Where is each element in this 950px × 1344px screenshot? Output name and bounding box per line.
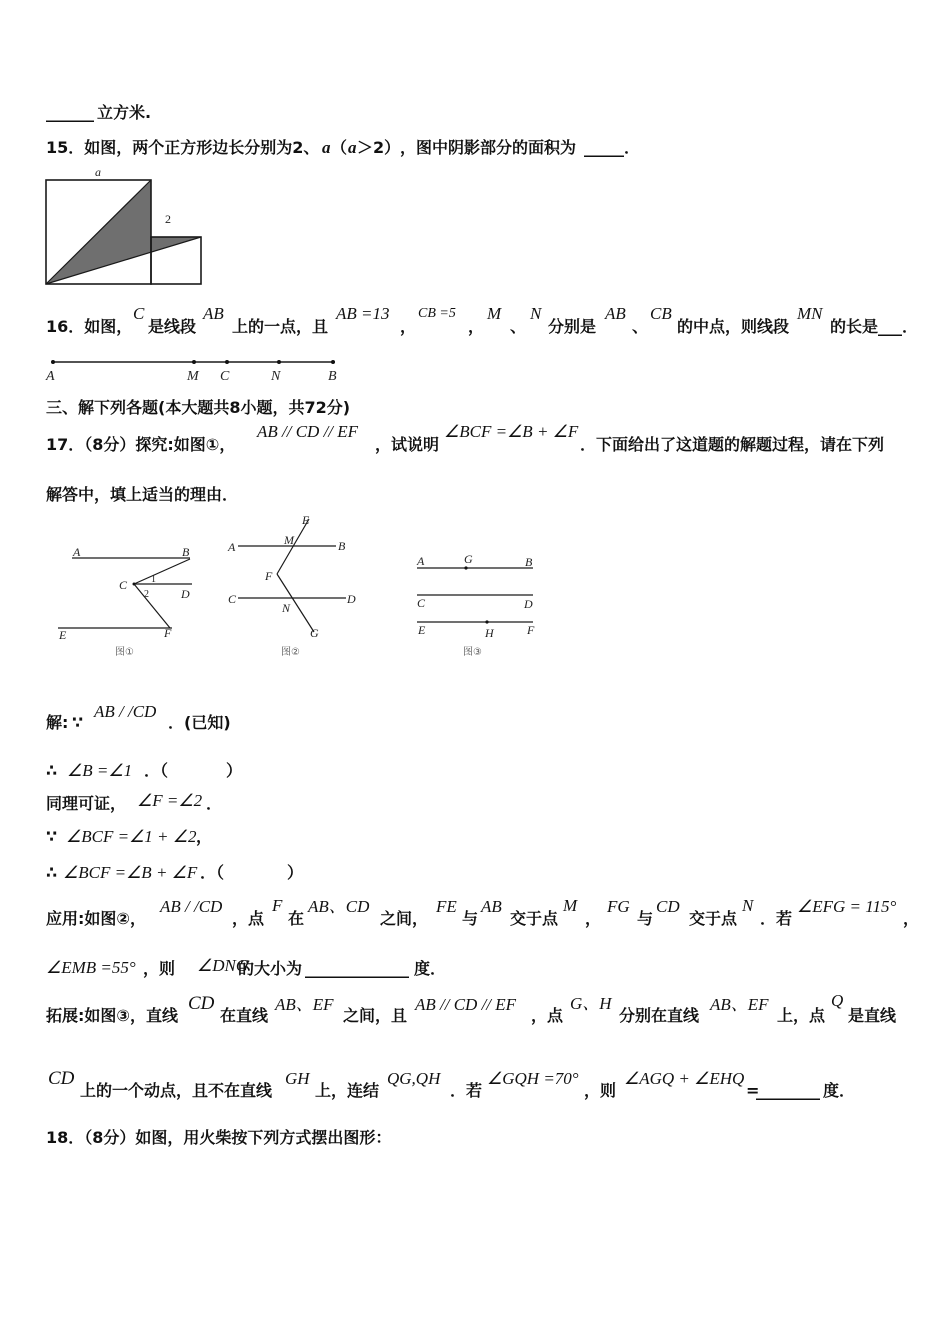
- application-math: AB、CD: [308, 897, 370, 916]
- label-e: E: [59, 628, 67, 642]
- q16-text: ，: [400, 317, 417, 336]
- solution-math: ∠F =∠2: [137, 791, 203, 810]
- label-c: C: [119, 578, 128, 592]
- q15-text: （: [331, 138, 348, 157]
- extension-math: GH: [285, 1069, 310, 1088]
- point-c-dot: [133, 583, 136, 586]
- extension-math: ∠AGQ + ∠EHQ: [624, 1069, 745, 1088]
- extension-text: 上，连结: [315, 1081, 380, 1100]
- label-b: B: [338, 539, 346, 553]
- extension-text: ．若: [450, 1081, 483, 1100]
- extension-text: 拓展:如图③，直线: [46, 1006, 178, 1025]
- q15-question-line: [0, 138, 950, 158]
- q16-math-cb: CB: [650, 304, 672, 323]
- q16-text: 分别是: [548, 317, 597, 336]
- reason-blank-open: ．（: [144, 761, 169, 780]
- q16-math-c: C: [133, 304, 145, 323]
- reason-blank-close: ）: [287, 863, 304, 882]
- point-m-dot: [192, 360, 196, 364]
- answer-blank: ________: [756, 1081, 820, 1100]
- application-math: ∠EFG = 115°: [797, 897, 897, 916]
- label-n: N: [282, 601, 291, 615]
- point-label-a: A: [46, 369, 55, 384]
- extension-math: CD: [48, 1068, 75, 1089]
- therefore-symbol: ∴: [46, 761, 58, 780]
- q15-text: 15．如图，两个正方形边长分别为2、: [46, 138, 320, 157]
- point-b-dot: [331, 360, 335, 364]
- line-bc: [134, 559, 190, 584]
- solution-text: 解:: [46, 713, 69, 732]
- side-label-2: 2: [165, 212, 171, 226]
- application-math: N: [742, 896, 754, 915]
- q17-text: 17．（8分）探究:如图①，: [46, 435, 236, 454]
- figure-1-caption: 图①: [115, 647, 134, 658]
- extension-math: Q: [831, 991, 844, 1010]
- answer-blank: ______: [46, 103, 94, 122]
- extension-text: ，点: [531, 1006, 564, 1025]
- extension-text: 上，点: [777, 1006, 826, 1025]
- q17-text: ，试说明: [375, 435, 440, 454]
- extension-math: CD: [188, 993, 215, 1014]
- label-m: M: [284, 533, 294, 547]
- extension-math: AB、EF: [710, 995, 769, 1014]
- extension-text: 度．: [823, 1081, 856, 1100]
- label-f: F: [527, 623, 535, 637]
- point-n-dot: [277, 360, 281, 364]
- q16-math-ab-length: AB =13: [336, 304, 390, 323]
- figure-3: [410, 548, 545, 660]
- solution-line-1: [0, 702, 950, 733]
- line-segment-figure: [40, 352, 350, 384]
- solution-line-2: [0, 761, 950, 781]
- application-text: 在: [288, 909, 305, 928]
- q18-question-line: [0, 1128, 950, 1148]
- q15-math-a: a: [348, 138, 357, 157]
- q16-text: 是线段: [148, 317, 197, 336]
- application-math: FG: [607, 897, 630, 916]
- application-line-1: [0, 896, 950, 929]
- figure-1: [50, 535, 210, 660]
- two-squares-figure: [40, 160, 210, 290]
- extension-math: AB、EF: [275, 995, 334, 1014]
- application-math: FE: [436, 897, 457, 916]
- label-a: A: [73, 545, 81, 559]
- extension-text: 上的一个动点，且不在直线: [80, 1081, 273, 1100]
- reason-blank-close: ）: [226, 761, 243, 780]
- application-math: ∠EMB =55°: [46, 958, 136, 977]
- q16-math-cb-length: CB =5: [418, 306, 456, 321]
- label-b: B: [525, 555, 533, 569]
- application-text: ，点: [232, 909, 265, 928]
- figure-2-caption: 图②: [281, 647, 300, 658]
- point-g-dot: [464, 566, 467, 569]
- label-e: E: [418, 623, 426, 637]
- label-d: D: [181, 587, 190, 601]
- extension-math: QG,QH: [387, 1069, 441, 1088]
- solution-line-4: [0, 827, 950, 847]
- q16-math-m: M: [487, 304, 502, 323]
- application-text: 交于点: [510, 909, 559, 928]
- q15-text: ．: [624, 138, 641, 157]
- q17-math-parallel: AB // CD // EF: [257, 422, 359, 441]
- answer-blank: _____: [584, 138, 624, 157]
- extension-text: 之间，且: [343, 1006, 408, 1025]
- label-g: G: [464, 552, 473, 566]
- because-symbol: ∵: [72, 713, 84, 732]
- q16-math-n: N: [530, 304, 542, 323]
- label-f: F: [265, 569, 273, 583]
- solution-math: ∠BCF =∠1 + ∠2: [66, 827, 197, 846]
- reason-blank-open: ．（: [200, 863, 225, 882]
- solution-line-5: [0, 863, 950, 883]
- label-a: A: [228, 540, 236, 554]
- application-text: 与: [637, 909, 654, 928]
- application-math: AB / /CD: [160, 897, 223, 916]
- application-text: 的大小为: [238, 959, 303, 978]
- q16-math-ab: AB: [605, 304, 626, 323]
- point-h-dot: [485, 620, 488, 623]
- label-d: D: [347, 592, 356, 606]
- application-text: 应用:如图②，: [46, 909, 146, 928]
- application-line-2: [0, 956, 950, 979]
- q15-math-a: a: [322, 138, 331, 157]
- extension-text: 是直线: [848, 1006, 897, 1025]
- q16-math-mn: MN: [797, 304, 823, 323]
- extension-text: 在直线: [220, 1006, 269, 1025]
- point-label-c: C: [220, 369, 230, 384]
- extension-text: 分别在直线: [619, 1006, 700, 1025]
- q15-text: ，图中阴影部分的面积为: [400, 138, 577, 157]
- label-h: H: [485, 626, 494, 640]
- application-math: ∠DNG: [197, 956, 249, 975]
- label-d: D: [524, 597, 533, 611]
- label-f: F: [164, 626, 172, 640]
- point-c-dot: [225, 360, 229, 364]
- section-heading-text: 三、解下列各题(本大题共8小题，共72分): [46, 398, 351, 417]
- q16-text: 16．如图，: [46, 317, 133, 336]
- application-math: M: [563, 896, 578, 915]
- solution-line-3: [0, 791, 950, 814]
- q16-text: 、: [632, 317, 649, 336]
- extension-math: ∠GQH =70°: [487, 1069, 579, 1088]
- extension-line-2: [0, 1068, 950, 1101]
- q16-text: 、: [510, 317, 527, 336]
- application-text: ，则: [143, 959, 176, 978]
- point-label-n: N: [271, 369, 281, 384]
- point-label-m: M: [187, 369, 199, 384]
- q16-text: 的中点，则线段: [677, 317, 790, 336]
- label-g: G: [310, 626, 319, 640]
- q17-intro-line-2: [0, 485, 950, 505]
- solution-text: ，: [196, 827, 213, 846]
- extension-math: AB // CD // EF: [415, 995, 517, 1014]
- unit-text: 立方米.: [97, 103, 152, 122]
- angle-label-2: 2: [144, 589, 149, 600]
- answer-blank: _____________: [305, 959, 409, 978]
- q17-text: 解答中，填上适当的理由．: [46, 485, 239, 504]
- side-label-a: a: [95, 165, 101, 179]
- q16-text: ，: [468, 317, 485, 336]
- application-text: 与: [462, 909, 479, 928]
- q17-math-angle-equation: ∠BCF =∠B + ∠F: [444, 422, 579, 441]
- solution-math: ∠B =∠1: [67, 761, 133, 780]
- label-e: E: [302, 513, 310, 527]
- q18-text: 18．（8分）如图，用火柴按下列方式摆出图形：: [46, 1128, 392, 1147]
- point-a-dot: [51, 360, 55, 364]
- application-math: F: [272, 896, 283, 915]
- q14-answer-line: [0, 103, 950, 123]
- q16-text: 的长是___．: [830, 317, 919, 336]
- application-math: CD: [656, 897, 680, 916]
- section-heading: [0, 398, 950, 418]
- application-text: 度．: [414, 959, 447, 978]
- figure-2: [222, 512, 362, 660]
- solution-math: ∠BCF =∠B + ∠F: [63, 863, 198, 882]
- application-text: 交于点: [689, 909, 738, 928]
- extension-text: ，则: [584, 1081, 617, 1100]
- figure-3-caption: 图③: [463, 647, 482, 658]
- extension-line-1: [0, 991, 950, 1026]
- label-c: C: [228, 592, 237, 606]
- angle-label-1: 1: [151, 574, 156, 585]
- application-text: ，: [903, 909, 920, 928]
- therefore-symbol: ∴: [46, 863, 58, 882]
- solution-math: AB / /CD: [94, 702, 157, 721]
- extension-text: =: [746, 1081, 760, 1100]
- because-symbol: ∵: [46, 827, 58, 846]
- extension-math: G、H: [570, 994, 612, 1013]
- shaded-region: [46, 180, 201, 284]
- q17-text: ．下面给出了这道题的解题过程，请在下列: [580, 435, 885, 454]
- solution-text: ．: [206, 794, 223, 813]
- q16-math-ab: AB: [203, 304, 224, 323]
- q16-question-line: [0, 304, 950, 337]
- application-math: AB: [481, 897, 502, 916]
- line-cf: [134, 584, 170, 628]
- label-c: C: [417, 596, 426, 610]
- application-text: 之间，: [380, 909, 429, 928]
- q17-intro-line-1: [0, 422, 950, 455]
- q15-text: ＞2）: [357, 138, 401, 157]
- label-b: B: [182, 545, 190, 559]
- solution-text: ．(已知): [168, 713, 231, 732]
- application-text: ，: [585, 909, 602, 928]
- application-text: ．若: [760, 909, 793, 928]
- q16-text: 上的一点，且: [232, 317, 329, 336]
- solution-text: 同理可证，: [46, 794, 127, 813]
- point-label-b: B: [328, 369, 337, 384]
- label-a: A: [417, 554, 425, 568]
